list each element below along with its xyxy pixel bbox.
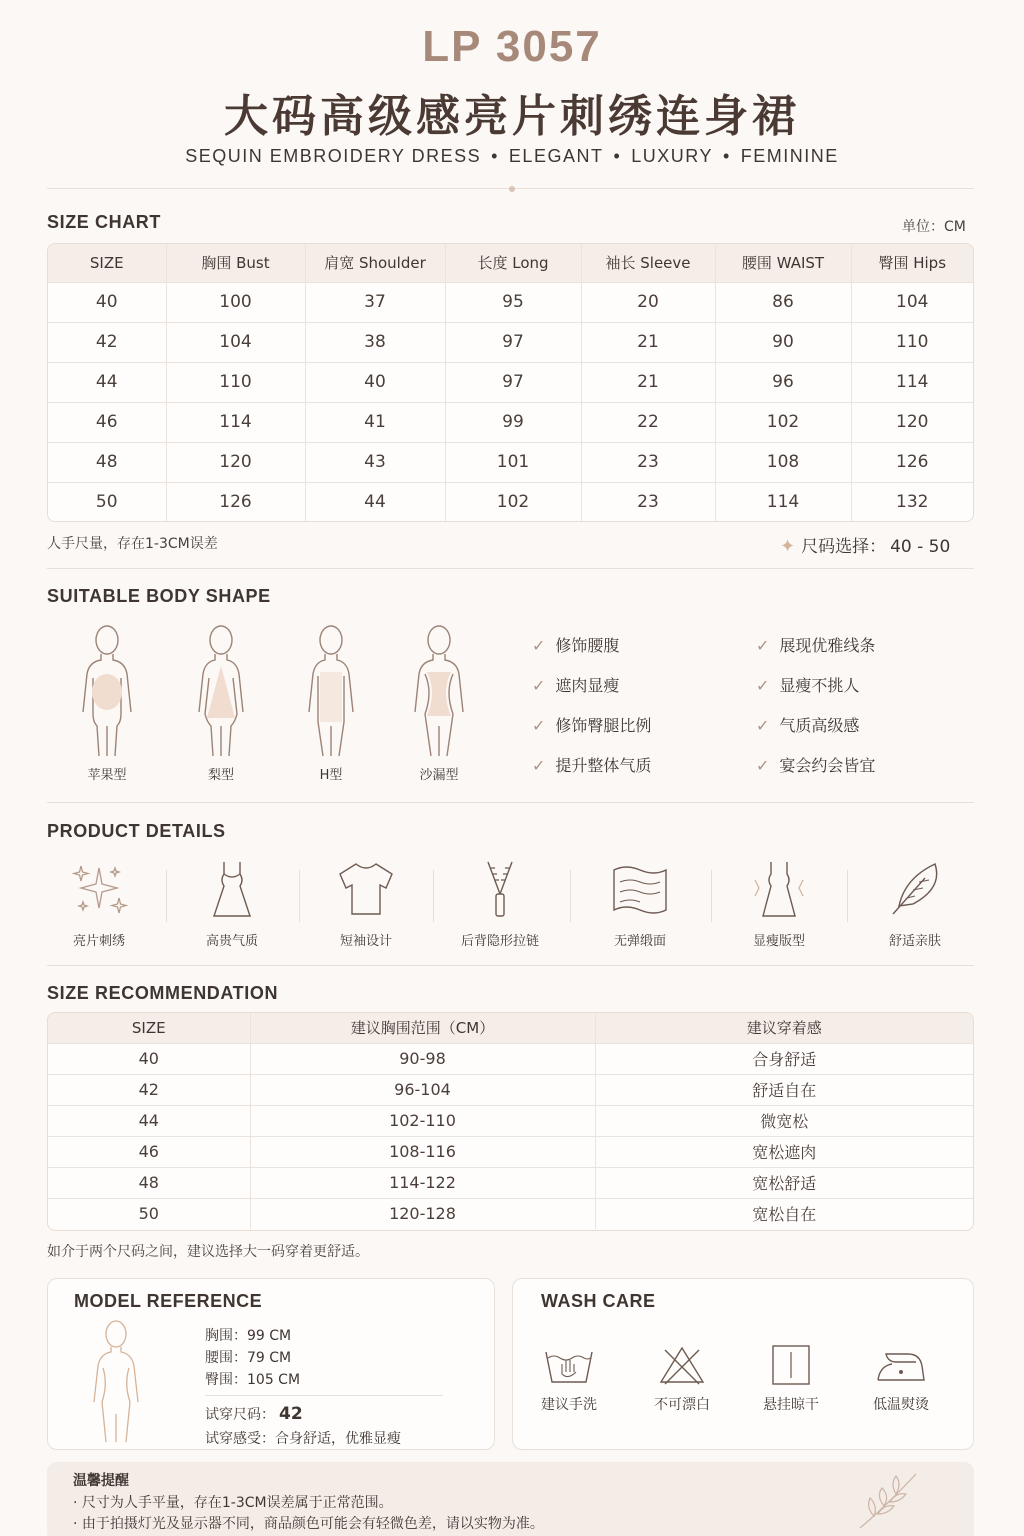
divider <box>433 870 434 922</box>
hourglass-body-icon <box>409 622 469 760</box>
model-feel: 试穿感受：合身舒适，优雅显瘦 <box>205 1431 401 1447</box>
slim-dress-icon <box>749 858 809 920</box>
tip-line: · 尺寸为人手平量，存在1-3CM误差属于正常范围。 <box>73 1495 393 1511</box>
check-icon: ✓ <box>756 636 770 655</box>
table-row <box>48 1105 973 1136</box>
table-cell: 120 <box>851 402 973 442</box>
table-cell: 100 <box>166 282 305 322</box>
size-recommendation-title: SIZE RECOMMENDATION <box>47 983 279 1003</box>
separator-dot: • <box>722 146 731 166</box>
feature-label: 提升整体气质 <box>555 756 652 775</box>
column-header: 建议胸围范围（CM） <box>250 1013 595 1043</box>
feather-icon <box>885 858 945 920</box>
feature-label: 气质高级感 <box>779 716 860 735</box>
model-divider <box>205 1395 443 1396</box>
table-cell: 104 <box>166 322 305 362</box>
divider <box>711 870 712 922</box>
subtitle-part: LUXURY <box>631 146 713 166</box>
check-icon: ✓ <box>532 716 546 735</box>
model-size-value: 42 <box>279 1404 303 1424</box>
table-cell: 101 <box>445 442 581 482</box>
section-divider <box>47 802 974 803</box>
subtitle-part: FEMININE <box>740 146 839 166</box>
table-cell: 合身舒适 <box>595 1043 973 1074</box>
feature-label: 修饰臀腿比例 <box>555 716 652 735</box>
table-cell: 126 <box>851 442 973 482</box>
table-cell: 46 <box>48 402 166 442</box>
table-cell: 108 <box>715 442 851 482</box>
table-row <box>48 1136 973 1167</box>
tshirt-icon <box>334 858 398 920</box>
divider <box>299 870 300 922</box>
size-range-value: 40 - 50 <box>890 537 951 557</box>
subtitle-part: ELEGANT <box>508 146 604 166</box>
table-cell: 20 <box>581 282 715 322</box>
check-icon: ✓ <box>532 676 546 695</box>
table-cell: 97 <box>445 362 581 402</box>
wash-label: 悬挂晾干 <box>763 1397 819 1413</box>
check-icon: ✓ <box>532 756 546 775</box>
feature-label: 显瘦不挑人 <box>779 676 860 695</box>
feature-label: 遮肉显瘦 <box>555 676 620 695</box>
table-row <box>48 1198 973 1229</box>
detail-label: 显瘦版型 <box>752 934 805 949</box>
feature-item <box>756 673 859 696</box>
feature-item <box>756 713 859 736</box>
table-cell: 114 <box>715 482 851 522</box>
column-header: 肩宽 Shoulder <box>305 244 445 282</box>
table-cell: 44 <box>305 482 445 522</box>
feature-label: 修饰腰腹 <box>555 636 620 655</box>
detail-label: 无弹缎面 <box>613 934 666 949</box>
model-size <box>205 1404 303 1424</box>
product-code: LP 3057 <box>422 22 602 71</box>
table-cell: 舒适自在 <box>595 1074 973 1105</box>
model-hips: 臀围：105 CM <box>205 1372 301 1388</box>
product-subtitle <box>0 146 1024 167</box>
table-cell: 40 <box>48 1043 250 1074</box>
table-cell: 46 <box>48 1136 250 1167</box>
detail-short-sleeve <box>311 858 421 949</box>
table-row <box>48 322 973 362</box>
size-range-label: 尺码选择： <box>801 537 887 557</box>
zipper-icon <box>480 858 520 920</box>
wash-item <box>519 1344 619 1414</box>
wash-item <box>741 1344 841 1414</box>
unit-label: 单位：CM <box>902 219 966 235</box>
column-header: 建议穿着感 <box>595 1013 973 1043</box>
detail-zipper <box>445 858 555 949</box>
table-cell: 37 <box>305 282 445 322</box>
feature-item <box>532 713 651 736</box>
table-cell: 102 <box>445 482 581 522</box>
table-cell: 110 <box>851 322 973 362</box>
wash-item <box>632 1344 732 1414</box>
wash-label: 低温熨烫 <box>873 1397 929 1413</box>
detail-label: 短袖设计 <box>339 934 392 949</box>
table-cell: 50 <box>48 1198 250 1229</box>
product-details-title: PRODUCT DETAILS <box>47 821 226 841</box>
check-icon: ✓ <box>756 676 770 695</box>
table-cell: 44 <box>48 1105 250 1136</box>
table-cell: 48 <box>48 1167 250 1198</box>
table-cell: 90 <box>715 322 851 362</box>
model-reference-title: MODEL REFERENCE <box>74 1291 263 1311</box>
table-row <box>48 282 973 322</box>
product-title: 大码高级感亮片刺绣连身裙 <box>224 91 800 142</box>
sparkle-icon <box>69 858 129 920</box>
column-header: 袖长 Sleeve <box>581 244 715 282</box>
detail-label: 舒适亲肤 <box>888 934 941 949</box>
check-icon: ✓ <box>756 716 770 735</box>
detail-label: 高贵气质 <box>205 934 258 949</box>
table-cell: 42 <box>48 322 166 362</box>
table-cell: 96 <box>715 362 851 402</box>
table-cell: 110 <box>166 362 305 402</box>
feature-label: 宴会约会皆宜 <box>779 756 876 775</box>
body-shape-apple <box>62 622 152 783</box>
model-figure-icon <box>86 1318 146 1446</box>
table-cell: 108-116 <box>250 1136 595 1167</box>
table-cell: 40 <box>48 282 166 322</box>
body-shape-title: SUITABLE BODY SHAPE <box>47 586 271 606</box>
size-range <box>780 532 950 557</box>
tips-title: 温馨提醒 <box>73 1473 129 1489</box>
column-header: SIZE <box>48 1013 250 1043</box>
section-divider <box>47 965 974 966</box>
section-divider <box>47 568 974 569</box>
wash-label: 建议手洗 <box>541 1397 597 1413</box>
apple-body-icon <box>77 622 137 760</box>
table-row <box>48 482 973 522</box>
wash-care-title: WASH CARE <box>541 1291 656 1311</box>
detail-slim-fit <box>724 858 834 949</box>
table-cell: 104 <box>851 282 973 322</box>
column-header: 腰围 WAIST <box>715 244 851 282</box>
table-cell: 微宽松 <box>595 1105 973 1136</box>
table-cell: 44 <box>48 362 166 402</box>
table-cell: 43 <box>305 442 445 482</box>
detail-label: 后背隐形拉链 <box>460 934 539 949</box>
detail-label: 亮片刺绣 <box>72 934 125 949</box>
divider <box>166 870 167 922</box>
body-shape-pear <box>176 622 266 783</box>
feature-item <box>756 633 875 656</box>
feature-label: 展现优雅线条 <box>779 636 876 655</box>
table-cell: 宽松舒适 <box>595 1167 973 1198</box>
table-cell: 40 <box>305 362 445 402</box>
column-header: 胸围 Bust <box>166 244 305 282</box>
table-cell: 86 <box>715 282 851 322</box>
table-cell: 宽松自在 <box>595 1198 973 1229</box>
table-cell: 22 <box>581 402 715 442</box>
recommendation-note: 如介于两个尺码之间，建议选择大一码穿着更舒适。 <box>47 1244 369 1260</box>
hang-dry-icon <box>769 1344 813 1386</box>
table-row <box>48 362 973 402</box>
feature-item <box>532 633 619 656</box>
divider <box>847 870 848 922</box>
table-header-row <box>48 244 973 282</box>
table-row <box>48 442 973 482</box>
table-cell: 99 <box>445 402 581 442</box>
table-cell: 42 <box>48 1074 250 1105</box>
check-icon: ✓ <box>756 756 770 775</box>
table-cell: 120 <box>166 442 305 482</box>
table-cell: 120-128 <box>250 1198 595 1229</box>
column-header: 臀围 Hips <box>851 244 973 282</box>
size-chart-table <box>47 243 974 522</box>
fabric-icon <box>610 858 670 920</box>
feature-item <box>532 753 651 776</box>
table-row <box>48 1043 973 1074</box>
low-iron-icon <box>872 1344 930 1386</box>
wash-label: 不可漂白 <box>654 1397 710 1413</box>
size-chart-title: SIZE CHART <box>47 212 161 232</box>
body-shape-h <box>286 622 376 783</box>
divider <box>570 870 571 922</box>
table-cell: 21 <box>581 322 715 362</box>
sparkle-icon: ✦ <box>780 536 796 557</box>
table-row <box>48 402 973 442</box>
table-cell: 114-122 <box>250 1167 595 1198</box>
model-waist: 腰围：79 CM <box>205 1350 292 1366</box>
shape-label: 梨型 <box>207 768 234 783</box>
check-icon: ✓ <box>532 636 546 655</box>
table-row <box>48 1167 973 1198</box>
shape-label: 苹果型 <box>87 768 127 783</box>
table-cell: 23 <box>581 442 715 482</box>
detail-elegant <box>177 858 287 949</box>
table-cell: 97 <box>445 322 581 362</box>
body-shape-hourglass <box>394 622 484 783</box>
table-cell: 38 <box>305 322 445 362</box>
shape-label: H型 <box>319 768 343 783</box>
table-row <box>48 1074 973 1105</box>
table-cell: 48 <box>48 442 166 482</box>
model-bust: 胸围：99 CM <box>205 1328 292 1344</box>
table-cell: 114 <box>166 402 305 442</box>
table-cell: 宽松遮肉 <box>595 1136 973 1167</box>
leaf-branch-icon <box>854 1468 924 1532</box>
divider-dot <box>509 186 515 192</box>
separator-dot: • <box>491 146 499 166</box>
detail-comfort <box>860 858 970 949</box>
dress-icon <box>202 858 262 920</box>
pear-body-icon <box>191 622 251 760</box>
detail-sequin <box>44 858 154 949</box>
table-cell: 95 <box>445 282 581 322</box>
column-header: 长度 Long <box>445 244 581 282</box>
size-recommendation-table <box>47 1012 974 1231</box>
table-cell: 132 <box>851 482 973 522</box>
h-body-icon <box>301 622 361 760</box>
tips-box <box>47 1462 974 1536</box>
shape-label: 沙漏型 <box>419 768 459 783</box>
separator-dot: • <box>613 146 622 166</box>
subtitle-part: SEQUIN EMBROIDERY DRESS <box>185 146 482 166</box>
table-cell: 41 <box>305 402 445 442</box>
table-cell: 96-104 <box>250 1074 595 1105</box>
column-header: SIZE <box>48 244 166 282</box>
wash-item <box>851 1344 951 1414</box>
hand-wash-icon <box>542 1344 596 1386</box>
table-cell: 23 <box>581 482 715 522</box>
table-header-row <box>48 1013 973 1043</box>
table-cell: 90-98 <box>250 1043 595 1074</box>
feature-item <box>756 753 875 776</box>
detail-satin <box>585 858 695 949</box>
tip-line: · 由于拍摄灯光及显示器不同，商品颜色可能会有轻微色差，请以实物为准。 <box>73 1516 544 1532</box>
table-cell: 126 <box>166 482 305 522</box>
table-cell: 102 <box>715 402 851 442</box>
measure-note: 人手尺量，存在1-3CM误差 <box>47 536 218 552</box>
no-bleach-icon <box>657 1344 707 1386</box>
model-size-label: 试穿尺码： <box>205 1407 275 1423</box>
table-cell: 50 <box>48 482 166 522</box>
feature-item <box>532 673 619 696</box>
table-cell: 21 <box>581 362 715 402</box>
table-cell: 114 <box>851 362 973 402</box>
table-cell: 102-110 <box>250 1105 595 1136</box>
